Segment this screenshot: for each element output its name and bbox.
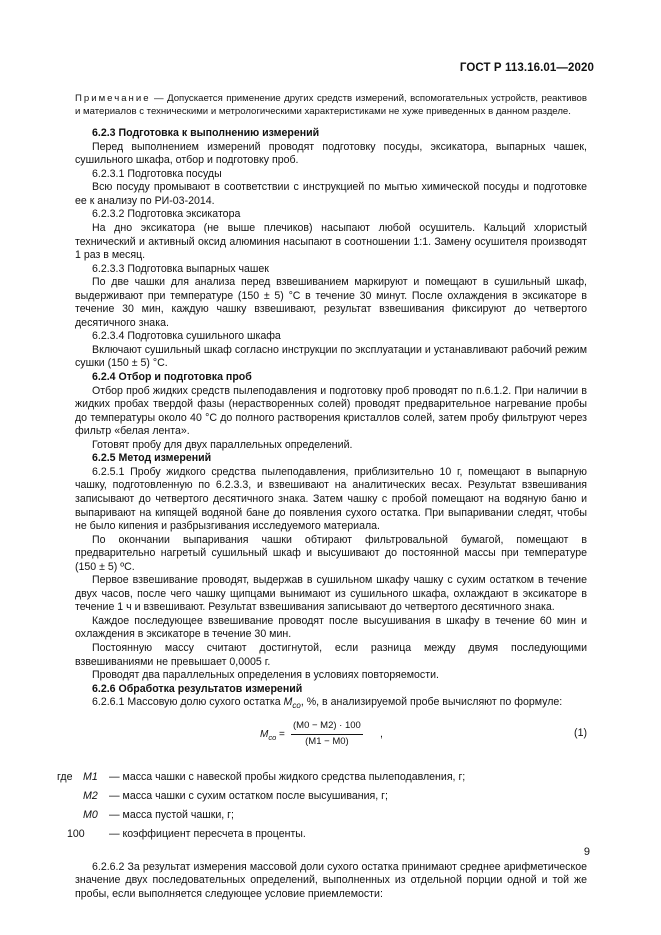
subsection-title: 6.2.3.4 Подготовка сушильного шкафа	[92, 330, 281, 343]
subsection-title: 6.2.3.2 Подготовка эксикатора	[92, 208, 241, 221]
subsection-title: 6.2.3.3 Подготовка выпарных чашек	[92, 262, 269, 275]
paragraph: Проводят два параллельных определения в условиях повторяемости.	[92, 669, 439, 682]
paragraph: Готовят пробу для двух параллельных определений.	[92, 438, 353, 451]
paragraph: Отбор проб жидких средств пылеподавления и подготовку проб проводят по п.6.1.2. При наличии в жидких пробах твердой фазы (нерастворенных солей) проводят предварительное нагревание пробы до температуры около 40 °С до полного растворения кристаллов солей, затем пробу фильтруют через фильтр «белая лента».	[75, 384, 587, 438]
paragraph: На дно эксикатора (не выше плечиков) насыпают любой осушитель. Кальций хлористый технический и активный оксид алюминия насыпают в соотношении 1:1. Замену осушителя производят 1 раз в месяц.	[75, 222, 587, 262]
page-content	[57, 93, 587, 901]
paragraph: По окончании выпаривания чашки обтирают фильтровальной бумагой, помещают в предварительно нагретый сушильный шкаф и высушивают до постоянной массы при температуре (150 ± 5) ºС.	[75, 533, 587, 573]
paragraph: 6.2.6.1 Массовую долю сухого остатка $M_{со}$, %, в анализируемой пробе вычисляют по формуле:	[92, 696, 563, 711]
paragraph: Всю посуду промывают в соответствии с инструкцией по мытью химической посуды и подготовке ее к анализу по РИ-03-2014.	[75, 181, 587, 207]
formula-lhs: $M_{со}$ =	[260, 728, 285, 742]
formula-comma: ,	[380, 727, 383, 740]
formula-fraction	[291, 719, 363, 749]
where-word: где	[57, 770, 73, 783]
formula-numerator: (M0 − M2) · 100	[291, 719, 363, 735]
note-text: — Допускается применение других средств измерений, вспомогательных устройств, реактивов и материалов с техническими и метрологическими характеристиками не хуже приведенных в данном разделе.	[75, 93, 587, 117]
document-header: ГОСТ Р 113.16.01—2020	[459, 62, 594, 74]
paragraph: 6.2.5.1 Пробу жидкого средства пылеподавления, приблизительно 10 г, помещают в выпарную чашку, подготовленную по 6.2.3.3, и взвешивают на аналитических весах. Результат взвешивания записывают до четвертого десятичного знака. Затем чашку с пробой помещают на водяную баню и выпаривают на кипящей водяной бане до появления сухого остатка. При выпаривании следят, чтобы не было кипения и разбрызгивания исследуемого материала.	[75, 465, 587, 533]
definition-row	[75, 790, 587, 809]
definition-row	[57, 770, 587, 790]
def-text: — масса чашки с сухим остатком после высушивания, г;	[109, 789, 388, 802]
def-text: — коэффициент пересчета в проценты.	[109, 827, 306, 840]
paragraph: Первое взвешивание проводят, выдержав в сушильном шкафу чашку с сухим остатком в течение двух часов, после чего чашку щипцами вынимают из сушильного шкафа, охлаждают в эксикаторе в течение 1 ч и взвешивают. Результат взвешивания записывают до четвертого десятичного знака.	[75, 574, 587, 614]
note-label: Примечание	[75, 93, 151, 104]
section-6-2-3-title: 6.2.3 Подготовка к выполнению измерений	[92, 127, 320, 140]
paragraph: Перед выполнением измерений проводят подготовку посуды, эксикатора, выпарных чашек, сушильного шкафа, отбор и подготовку проб.	[75, 140, 587, 167]
paragraph: Включают сушильный шкаф согласно инструкции по эксплуатации и устанавливают рабочий режим сушки (150 ± 5) °С.	[75, 343, 587, 370]
def-symbol: M0	[83, 808, 98, 821]
paragraph: 6.2.6.2 За результат измерения массовой доли сухого остатка принимают среднее арифметическое значение двух последовательных определений, выполненных из отдельной порции одной и той же пробы, если выполняется следующее условие приемлемости:	[75, 860, 587, 900]
formula-1	[75, 719, 587, 767]
formula-number: (1)	[574, 726, 587, 739]
paragraph: Каждое последующее взвешивание проводят после высушивания в шкафу в течение 60 мин и охлаждения в эксикаторе в течение 30 мин.	[75, 614, 587, 641]
paragraph: По две чашки для анализа перед взвешиванием маркируют и помещают в сушильный шкаф, выдерживают при температуре (150 ± 5) °С в течение 30 минут. После охлаждения в эксикаторе в течение 30 мин, каждую чашку взвешивают, результат взвешивания фиксируют до четвертого десятичного знака.	[75, 276, 587, 329]
def-symbol: 100	[67, 827, 85, 840]
def-symbol: M1	[83, 770, 98, 783]
section-6-2-6-title: 6.2.6 Обработка результатов измерений	[92, 682, 303, 695]
def-text: — масса пустой чашки, г;	[109, 808, 234, 821]
def-symbol: M2	[83, 789, 98, 802]
def-text: — масса чашки с навеской пробы жидкого средства пылеподавления, г;	[109, 770, 466, 783]
subsection-title: 6.2.3.1 Подготовка посуды	[92, 167, 222, 180]
variable-definitions	[57, 770, 587, 847]
note	[75, 93, 587, 118]
section-6-2-5-title: 6.2.5 Метод измерений	[92, 452, 212, 465]
definition-row	[67, 827, 587, 847]
paragraph: Постоянную массу считают достигнутой, если разница между двумя последующими взвешиваниями не превышает 0,0005 г.	[75, 641, 587, 668]
section-6-2-4-title: 6.2.4 Отбор и подготовка проб	[92, 371, 252, 384]
formula-denominator: (M1 − M0)	[305, 735, 349, 747]
page-number: 9	[583, 846, 590, 858]
definition-row	[75, 809, 587, 828]
